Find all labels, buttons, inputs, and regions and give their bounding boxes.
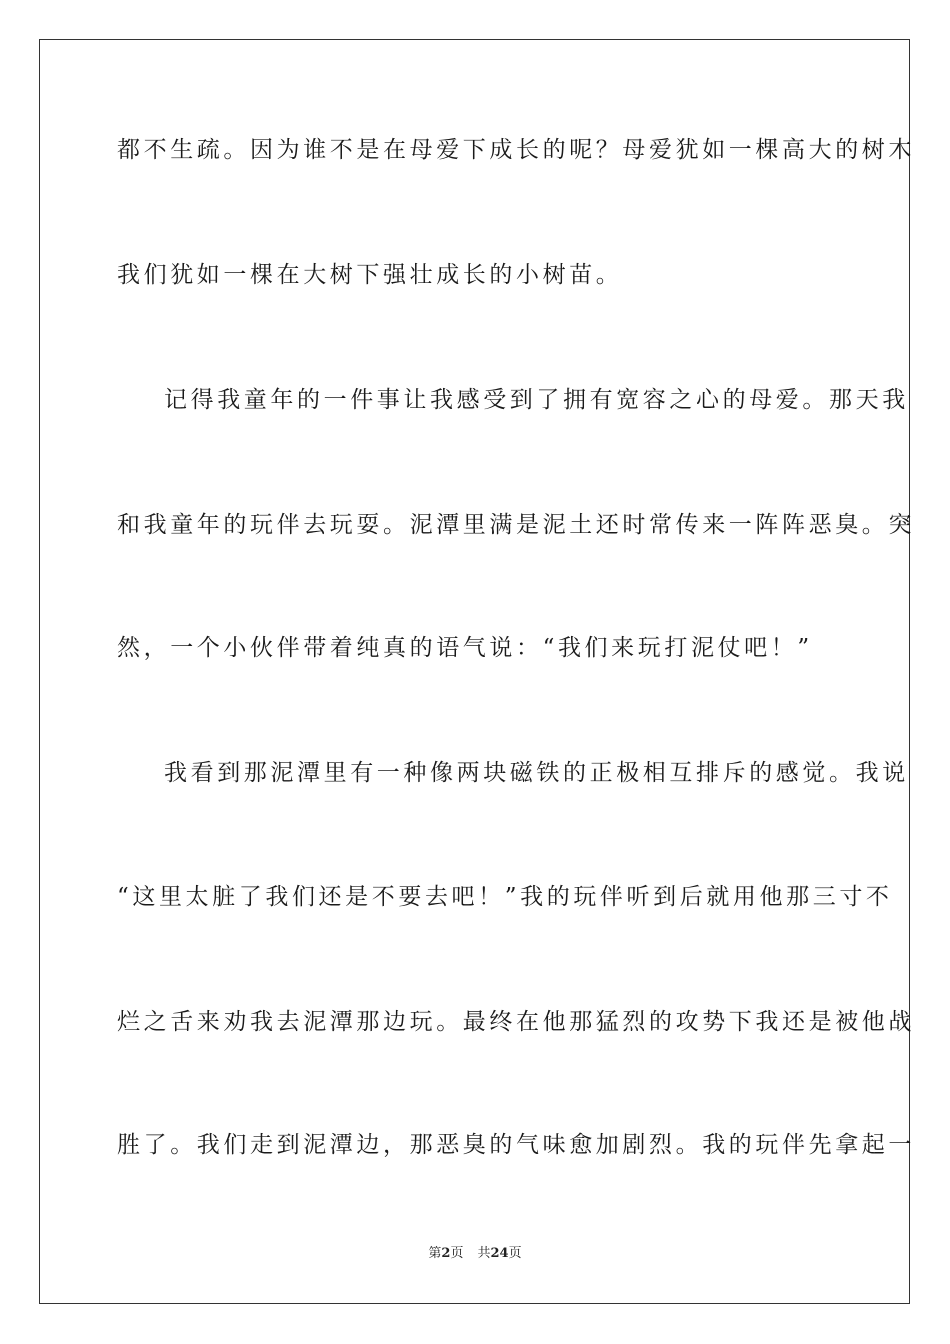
footer-page-suffix: 页	[450, 1246, 464, 1261]
footer-page-prefix: 第	[428, 1246, 442, 1261]
text-line-6: 我看到那泥潭里有一种像两块磁铁的正极相互排斥的感觉。我说	[164, 760, 909, 786]
text-line-1: 都不生疏。因为谁不是在母爱下成长的呢？母爱犹如一棵高大的树木	[117, 137, 915, 163]
footer-total-prefix: 共	[477, 1246, 491, 1261]
text-line-3: 记得我童年的一件事让我感受到了拥有宽容之心的母爱。那天我	[164, 387, 909, 413]
footer-total-suffix: 页	[508, 1246, 522, 1261]
text-line-8: 烂之舌来劝我去泥潭那边玩。最终在他那猛烈的攻势下我还是被他战	[117, 1009, 915, 1035]
footer-page-number: 2	[441, 1246, 451, 1261]
text-line-9: 胜了。我们走到泥潭边，那恶臭的气味愈加剧烈。我的玩伴先拿起一	[117, 1132, 915, 1158]
text-line-2: 我们犹如一棵在大树下强壮成长的小树苗。	[117, 262, 623, 288]
page-border	[39, 39, 915, 1304]
text-line-5: 然，一个小伙伴带着纯真的语气说：“我们来玩打泥仗吧！”	[117, 635, 813, 661]
footer-total-pages: 24	[490, 1246, 509, 1261]
text-line-7: “这里太脏了我们还是不要去吧！”我的玩伴听到后就用他那三寸不	[117, 884, 893, 910]
page-footer	[0, 1246, 950, 1262]
text-line-4: 和我童年的玩伴去玩耍。泥潭里满是泥土还时常传来一阵阵恶臭。突	[117, 512, 915, 538]
